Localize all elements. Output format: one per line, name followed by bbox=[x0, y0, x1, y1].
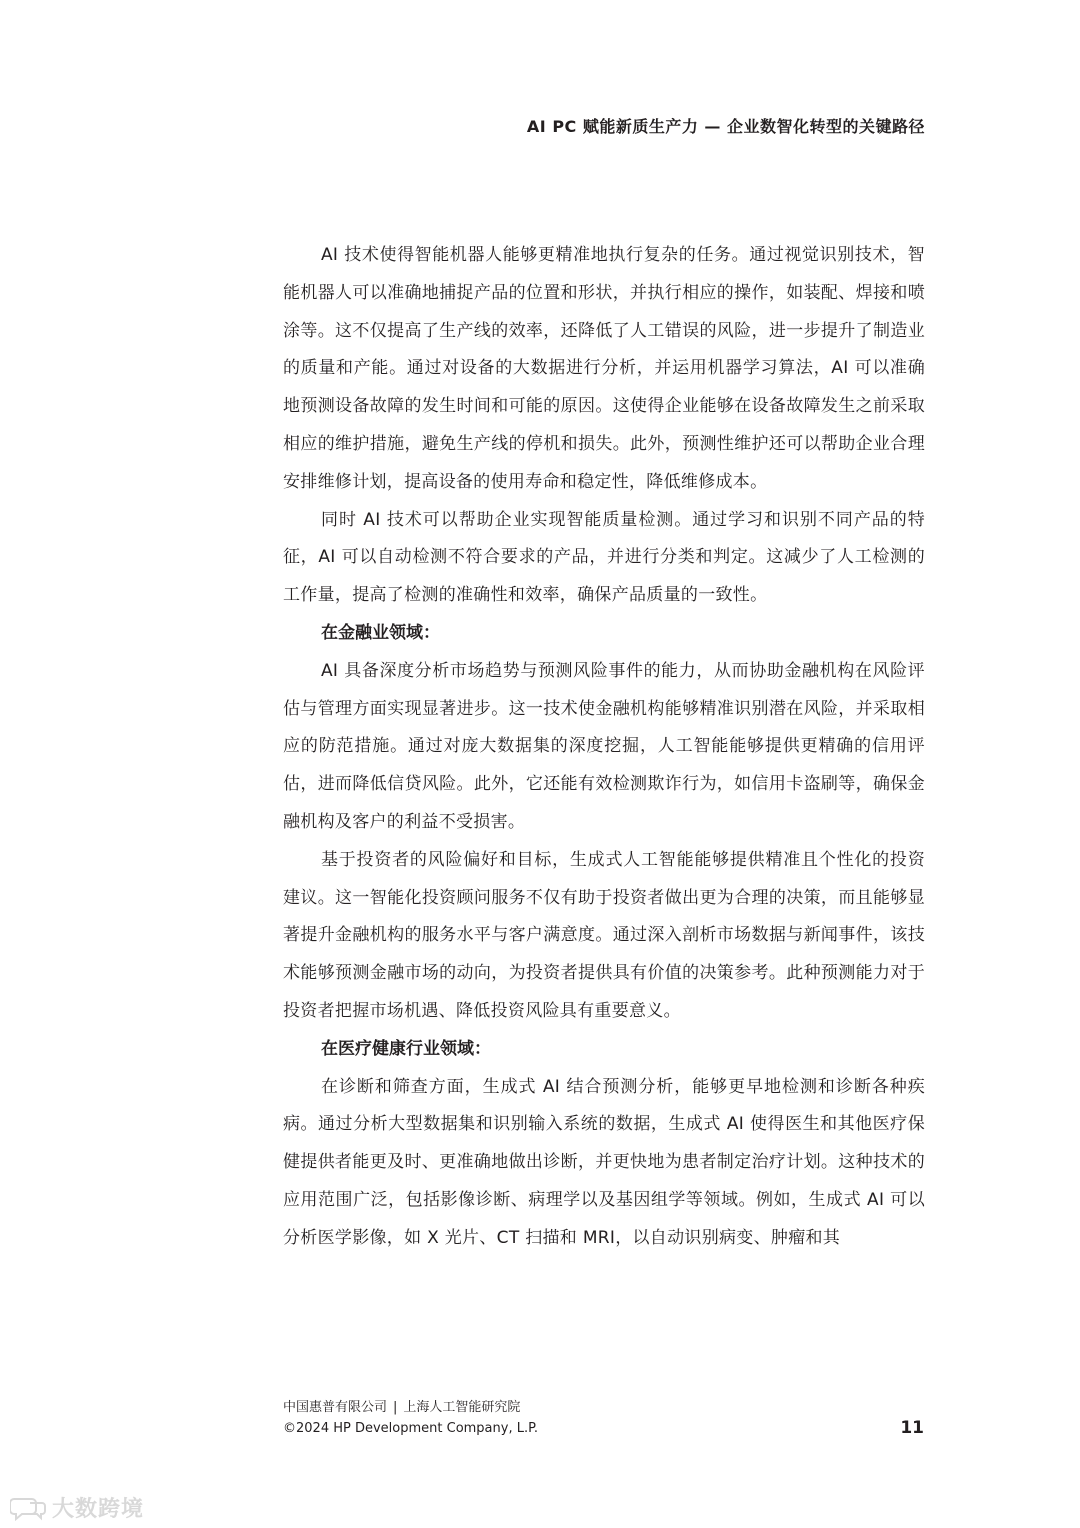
page-number: 11 bbox=[900, 1418, 924, 1438]
footer-separator: | bbox=[393, 1400, 398, 1415]
footer-organizations bbox=[283, 1397, 538, 1418]
footer-org-sai: 上海人工智能研究院 bbox=[403, 1400, 521, 1415]
paragraph-quality-detection: 同时 AI 技术可以帮助企业实现智能质量检测。通过学习和识别不同产品的特征，AI 可以自动检测不符合要求的产品，并进行分类和判定。这减少了人工检测的工作量，提高了检测的准确性和效率，确保产品质量的一致性。 bbox=[283, 509, 925, 606]
article-body bbox=[283, 237, 925, 1258]
paragraph-finance-investment: 基于投资者的风险偏好和目标，生成式人工智能能够提供精准且个性化的投资建议。这一智能化投资顾问服务不仅有助于投资者做出更为合理的决策，而且能够显著提升金融机构的服务水平与客户满意度。通过深入剖析市场数据与新闻事件，该技术能够预测金融市场的动向，为投资者提供具有价值的决策参考。此种预测能力对于投资者把握市场机遇、降低投资风险具有重要意义。 bbox=[283, 849, 925, 1021]
watermark bbox=[10, 1492, 144, 1523]
footer-org-hp: 中国惠普有限公司 bbox=[283, 1400, 388, 1415]
section-heading-healthcare: 在医疗健康行业领域： bbox=[321, 1038, 491, 1059]
paragraph-manufacturing-robots: AI 技术使得智能机器人能够更精准地执行复杂的任务。通过视觉识别技术，智能机器人可以准确地捕捉产品的位置和形状，并执行相应的操作，如装配、焊接和喷涂等。这不仅提高了生产线的效率，还降低了人工错误的风险，进一步提升了制造业的质量和产能。通过对设备的大数据进行分析，并运用机器学习算法，AI 可以准确地预测设备故障的发生时间和可能的原因。这使得企业能够在设备故障发生之前采取相应的维护措施，避免生产线的停机和损失。此外，预测性维护还可以帮助企业合理安排维修计划，提高设备的使用寿命和稳定性，降低维修成本。 bbox=[283, 245, 925, 492]
page-header-title: AI PC 赋能新质生产力 — 企业数智化转型的关键路径 bbox=[526, 117, 925, 136]
page-footer bbox=[283, 1397, 538, 1439]
chat-bubble-icon bbox=[10, 1495, 48, 1521]
paragraph-finance-risk: AI 具备深度分析市场趋势与预测风险事件的能力，从而协助金融机构在风险评估与管理方面实现显著进步。这一技术使金融机构能够精准识别潜在风险，并采取相应的防范措施。通过对庞大数据集的深度挖掘，人工智能能够提供更精确的信用评估，进而降低信贷风险。此外，它还能有效检测欺诈行为，如信用卡盗刷等，确保金融机构及客户的利益不受损害。 bbox=[283, 660, 925, 832]
watermark-text: 大数跨境 bbox=[52, 1497, 145, 1522]
paragraph-healthcare-diagnosis: 在诊断和筛查方面，生成式 AI 结合预测分析，能够更早地检测和诊断各种疾病。通过分析大型数据集和识别输入系统的数据，生成式 AI 使得医生和其他医疗保健提供者能更及时、更准确地做出诊断，并更快地为患者制定治疗计划。这种技术的应用范围广泛，包括影像诊断、病理学以及基因组学等领域。例如，生成式 AI 可以分析医学影像，如 X 光片、CT 扫描和 MRI，以自动识别病变、肿瘤和其 bbox=[283, 1076, 925, 1248]
section-heading-finance: 在金融业领域： bbox=[321, 622, 440, 643]
footer-copyright: ©2024 HP Development Company, L.P. bbox=[283, 1421, 539, 1436]
